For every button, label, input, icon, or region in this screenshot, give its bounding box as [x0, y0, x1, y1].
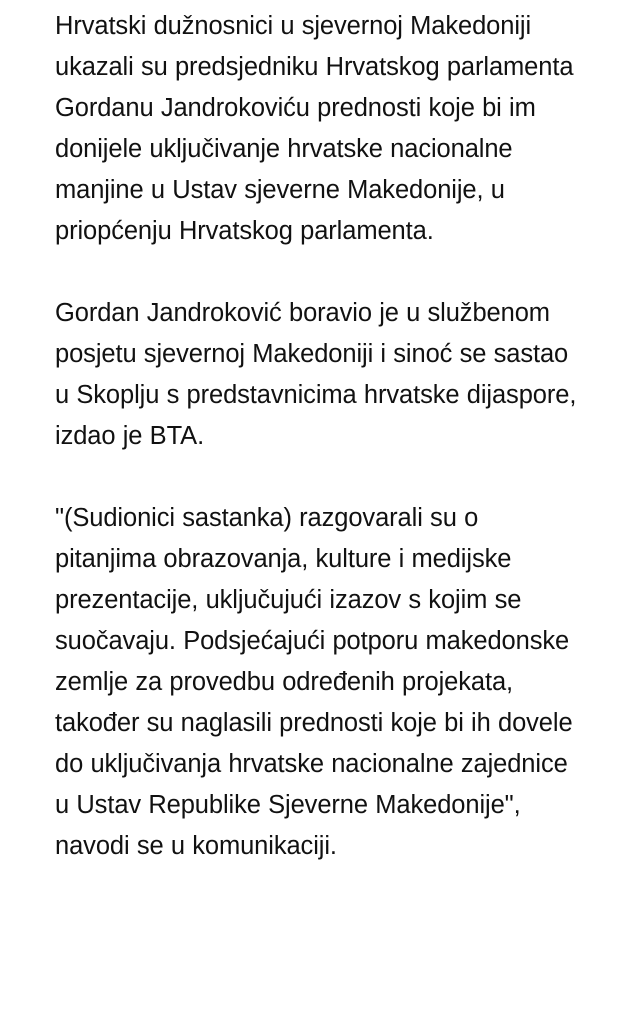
- article-paragraph: Hrvatski dužnosnici u sjevernoj Makedoniji ukazali su predsjedniku Hrvatskog parlamenta Gordanu Jandrokoviću prednosti koje bi im donijele uključivanje hrvatske nacionalne manjine u Ustav sjeverne Makedonije, u priopćenju Hrvatskog parlamenta.: [55, 12, 574, 245]
- article-paragraph: Gordan Jandroković boravio je u službenom posjetu sjevernoj Makedoniji i sinoć se sastao u Skoplju s predstavnicima hrvatske dijaspore, izdao je BTA.: [55, 299, 577, 450]
- article-paragraph: "(Sudionici sastanka) razgovarali su o pitanjima obrazovanja, kulture i medijske prezentacije, uključujući izazov s kojim se suočavaju. Podsjećajući potporu makedonske zemlje za provedbu određenih projekata, također su naglasili prednosti koje bi ih dovele do uključivanja hrvatske nacionalne zajednice u Ustav Republike Sjeverne Makedonije", navodi se u komunikaciji.: [55, 504, 573, 860]
